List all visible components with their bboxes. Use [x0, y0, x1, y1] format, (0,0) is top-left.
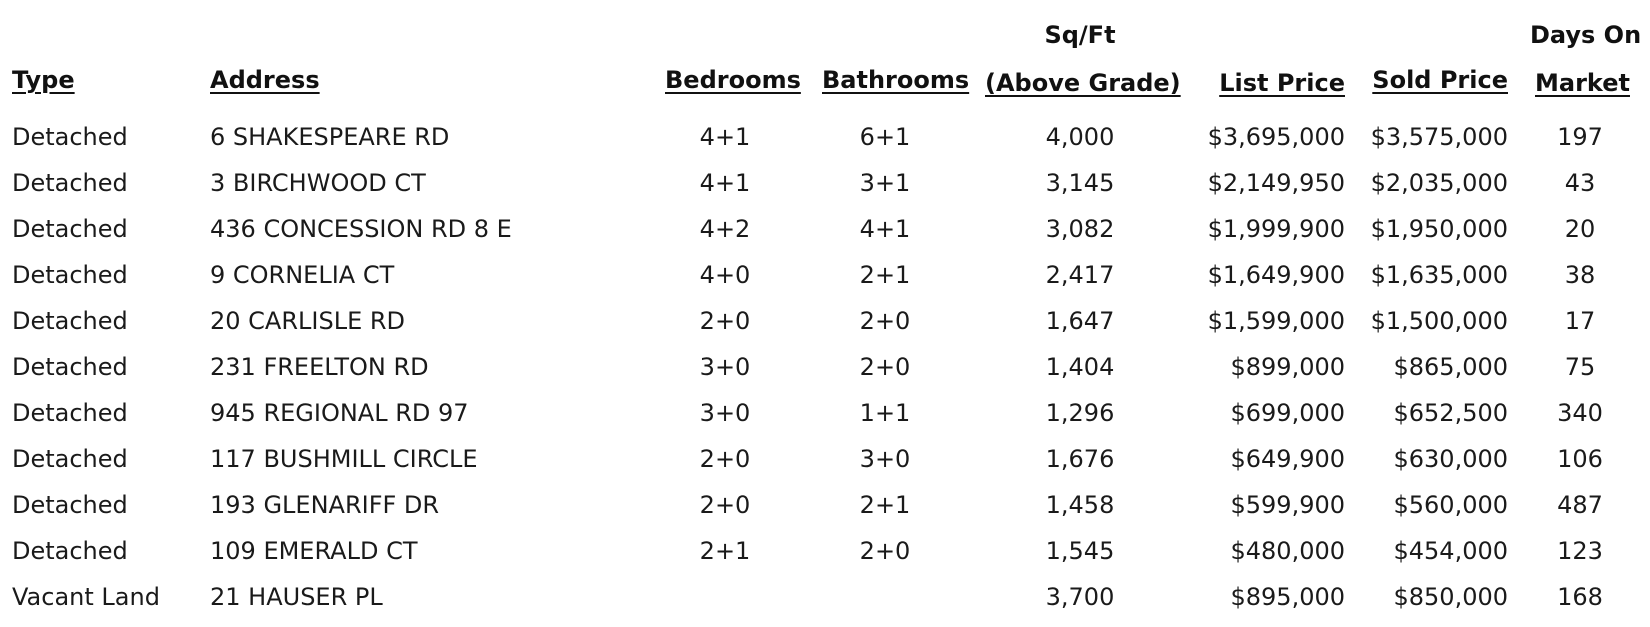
cell-list-price: $480,000: [1230, 537, 1345, 565]
cell-list-price: $899,000: [1230, 353, 1345, 381]
cell-address: 109 EMERALD CT: [210, 537, 418, 565]
cell-sqft: 1,458: [1045, 491, 1115, 519]
cell-address: 6 SHAKESPEARE RD: [210, 123, 450, 151]
cell-type: Vacant Land: [12, 583, 160, 611]
cell-sold-price: $1,950,000: [1370, 215, 1508, 243]
cell-sqft: 1,676: [1045, 445, 1115, 473]
cell-bedrooms: 4+0: [699, 261, 751, 289]
cell-bathrooms: 2+0: [859, 307, 911, 335]
cell-days-on-market: 340: [1557, 399, 1603, 427]
cell-sold-price: $1,635,000: [1370, 261, 1508, 289]
cell-type: Detached: [12, 215, 128, 243]
cell-list-price: $1,999,900: [1207, 215, 1345, 243]
cell-list-price: $649,900: [1230, 445, 1345, 473]
cell-sold-price: $1,500,000: [1370, 307, 1508, 335]
header-type: Type: [12, 66, 75, 94]
cell-address: 945 REGIONAL RD 97: [210, 399, 469, 427]
header-sqft-line1: Sq/Ft: [1044, 21, 1116, 49]
cell-bathrooms: 2+0: [859, 353, 911, 381]
table-row: [0, 528, 1650, 574]
cell-bedrooms: 2+0: [699, 307, 751, 335]
cell-sold-price: $560,000: [1393, 491, 1508, 519]
cell-bedrooms: 3+0: [699, 399, 751, 427]
cell-bedrooms: 2+1: [699, 537, 751, 565]
table-row: [0, 114, 1650, 160]
cell-bathrooms: 2+1: [859, 491, 911, 519]
cell-bedrooms: 4+2: [699, 215, 751, 243]
header-dom-line2: Market: [1535, 69, 1630, 97]
cell-bedrooms: 4+1: [699, 169, 751, 197]
table-row: [0, 298, 1650, 344]
cell-sqft: 3,082: [1045, 215, 1115, 243]
table-row: [0, 574, 1650, 620]
cell-address: 9 CORNELIA CT: [210, 261, 395, 289]
table-row: [0, 482, 1650, 528]
cell-bathrooms: 1+1: [859, 399, 911, 427]
cell-sold-price: $2,035,000: [1370, 169, 1508, 197]
header-dom-line1: Days On: [1530, 21, 1642, 49]
cell-address: 20 CARLISLE RD: [210, 307, 406, 335]
cell-bedrooms: 4+1: [699, 123, 751, 151]
cell-sold-price: $454,000: [1393, 537, 1508, 565]
cell-type: Detached: [12, 123, 128, 151]
cell-sold-price: $865,000: [1393, 353, 1508, 381]
cell-address: 193 GLENARIFF DR: [210, 491, 440, 519]
cell-sold-price: $652,500: [1393, 399, 1508, 427]
cell-sqft: 1,296: [1045, 399, 1115, 427]
cell-sqft: 3,700: [1045, 583, 1115, 611]
cell-days-on-market: 75: [1564, 353, 1596, 381]
cell-days-on-market: 106: [1557, 445, 1603, 473]
cell-sold-price: $3,575,000: [1370, 123, 1508, 151]
cell-type: Detached: [12, 445, 128, 473]
header-bathrooms: Bathrooms: [822, 66, 970, 94]
cell-type: Detached: [12, 399, 128, 427]
cell-days-on-market: 43: [1564, 169, 1596, 197]
cell-sqft: 3,145: [1045, 169, 1115, 197]
cell-address: 231 FREELTON RD: [210, 353, 429, 381]
cell-type: Detached: [12, 261, 128, 289]
cell-list-price: $699,000: [1230, 399, 1345, 427]
cell-sold-price: $630,000: [1393, 445, 1508, 473]
cell-bathrooms: 3+0: [859, 445, 911, 473]
cell-type: Detached: [12, 169, 128, 197]
cell-type: Detached: [12, 537, 128, 565]
cell-address: 117 BUSHMILL CIRCLE: [210, 445, 478, 473]
cell-list-price: $599,900: [1230, 491, 1345, 519]
cell-bathrooms: 2+1: [859, 261, 911, 289]
cell-days-on-market: 38: [1564, 261, 1596, 289]
cell-list-price: $3,695,000: [1207, 123, 1345, 151]
cell-list-price: $895,000: [1230, 583, 1345, 611]
cell-type: Detached: [12, 491, 128, 519]
cell-bedrooms: 2+0: [699, 445, 751, 473]
cell-days-on-market: 123: [1557, 537, 1603, 565]
table-row: [0, 252, 1650, 298]
cell-bathrooms: 3+1: [859, 169, 911, 197]
cell-days-on-market: 168: [1557, 583, 1603, 611]
cell-days-on-market: 17: [1564, 307, 1596, 335]
cell-bathrooms: 4+1: [859, 215, 911, 243]
cell-days-on-market: 487: [1557, 491, 1603, 519]
cell-bedrooms: 3+0: [699, 353, 751, 381]
cell-bathrooms: 2+0: [859, 537, 911, 565]
header-bedrooms: Bedrooms: [665, 66, 801, 94]
cell-sqft: 1,647: [1045, 307, 1115, 335]
table-row: [0, 160, 1650, 206]
cell-bathrooms: 6+1: [859, 123, 911, 151]
cell-type: Detached: [12, 353, 128, 381]
cell-address: 3 BIRCHWOOD CT: [210, 169, 426, 197]
header-sqft: [985, 18, 1181, 100]
cell-sqft: 1,545: [1045, 537, 1115, 565]
cell-type: Detached: [12, 307, 128, 335]
header-list-price: List Price: [1219, 69, 1345, 97]
cell-list-price: $2,149,950: [1207, 169, 1345, 197]
table-row: [0, 344, 1650, 390]
cell-sqft: 1,404: [1045, 353, 1115, 381]
table-row: [0, 206, 1650, 252]
table-row: [0, 390, 1650, 436]
cell-sqft: 2,417: [1045, 261, 1115, 289]
cell-sqft: 4,000: [1045, 123, 1115, 151]
cell-sold-price: $850,000: [1393, 583, 1508, 611]
cell-address: 436 CONCESSION RD 8 E: [210, 215, 512, 243]
cell-list-price: $1,649,900: [1207, 261, 1345, 289]
cell-days-on-market: 20: [1564, 215, 1596, 243]
cell-address: 21 HAUSER PL: [210, 583, 383, 611]
cell-days-on-market: 197: [1557, 123, 1603, 151]
header-sold-price: Sold Price: [1372, 66, 1508, 94]
header-address: Address: [210, 66, 320, 94]
cell-bedrooms: 2+0: [699, 491, 751, 519]
cell-list-price: $1,599,000: [1207, 307, 1345, 335]
table-row: [0, 436, 1650, 482]
header-days-on-market: [1530, 18, 1642, 100]
header-sqft-line2: (Above Grade): [985, 69, 1181, 97]
